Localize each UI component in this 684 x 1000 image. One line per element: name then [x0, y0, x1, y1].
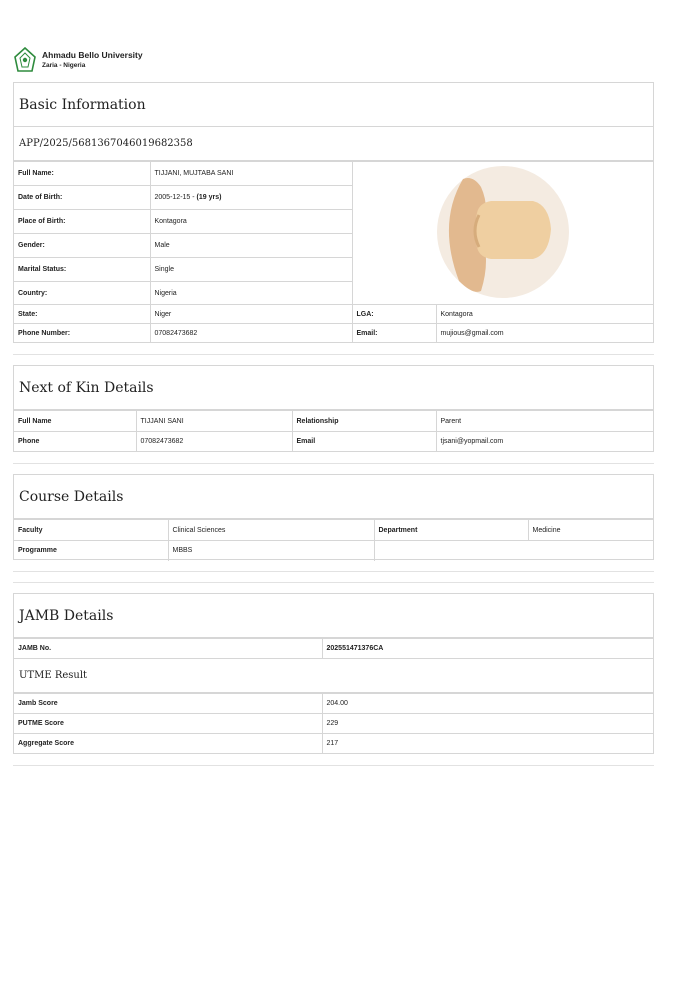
kin-full-name-value: TIJJANI SANI	[136, 411, 292, 432]
basic-information-section	[13, 82, 654, 343]
next-of-kin-section	[13, 365, 654, 452]
department-label: Department	[374, 520, 528, 541]
aggregate-score-label: Aggregate Score	[14, 734, 322, 754]
section-title: Course Details	[14, 475, 653, 519]
section-title: Next of Kin Details	[14, 366, 653, 410]
date-of-birth-label: Date of Birth:	[14, 186, 150, 210]
department-value: Medicine	[528, 520, 653, 541]
full-name-value: TIJJANI, MUJTABA SANI	[150, 162, 352, 186]
course-details-table	[14, 519, 653, 561]
putme-score-value: 229	[322, 714, 653, 734]
lga-label: LGA:	[352, 305, 436, 324]
next-of-kin-table	[14, 410, 653, 452]
divider	[13, 571, 654, 572]
marital-status-value: Single	[150, 258, 352, 282]
state-label: State:	[14, 305, 150, 324]
divider	[13, 463, 654, 464]
university-name: Ahmadu Bello University	[42, 49, 143, 60]
putme-score-label: PUTME Score	[14, 714, 322, 734]
section-title: Basic Information	[14, 83, 653, 127]
basic-info-table	[14, 161, 653, 343]
divider	[13, 354, 654, 355]
kin-phone-label: Phone	[14, 432, 136, 452]
passport-photo	[433, 163, 573, 301]
lga-value: Kontagora	[436, 305, 653, 324]
kin-email-label: Email	[292, 432, 436, 452]
jamb-score-value: 204.00	[322, 694, 653, 714]
age-value: (19 yrs)	[196, 194, 222, 201]
university-location: Zaria - Nigeria	[42, 61, 86, 69]
country-label: Country:	[14, 282, 150, 305]
email-value: mujious@gmail.com	[436, 324, 653, 343]
faculty-label: Faculty	[14, 520, 168, 541]
phone-number-value: 07082473682	[150, 324, 352, 343]
section-title: JAMB Details	[14, 594, 653, 638]
kin-email-value: tjsani@yopmail.com	[436, 432, 653, 452]
course-details-section	[13, 474, 654, 560]
full-name-label: Full Name:	[14, 162, 150, 186]
state-value: Niger	[150, 305, 352, 324]
kin-relationship-value: Parent	[436, 411, 653, 432]
place-of-birth-value: Kontagora	[150, 210, 352, 234]
kin-relationship-label: Relationship	[292, 411, 436, 432]
programme-label: Programme	[14, 541, 168, 561]
marital-status-label: Marital Status:	[14, 258, 150, 282]
jamb-score-label: Jamb Score	[14, 694, 322, 714]
email-label: Email:	[352, 324, 436, 343]
divider	[13, 765, 654, 766]
utme-result-table	[14, 693, 653, 754]
passport-photo-cell	[352, 162, 653, 305]
faculty-value: Clinical Sciences	[168, 520, 374, 541]
jamb-details-section	[13, 593, 654, 754]
empty-cell	[374, 541, 653, 561]
utme-result-title: UTME Result	[14, 659, 653, 693]
university-header	[13, 46, 143, 74]
gender-label: Gender:	[14, 234, 150, 258]
kin-phone-value: 07082473682	[136, 432, 292, 452]
phone-number-label: Phone Number:	[14, 324, 150, 343]
divider	[13, 582, 654, 583]
application-number: APP/2025/5681367046019682358	[14, 127, 653, 161]
university-logo-icon	[13, 47, 37, 73]
place-of-birth-label: Place of Birth:	[14, 210, 150, 234]
date-of-birth-value: 2005-12-15 - (19 yrs)	[150, 186, 352, 210]
aggregate-score-value: 217	[322, 734, 653, 754]
gender-value: Male	[150, 234, 352, 258]
programme-value: MBBS	[168, 541, 374, 561]
jamb-number-label: JAMB No.	[14, 639, 322, 659]
country-value: Nigeria	[150, 282, 352, 305]
kin-full-name-label: Full Name	[14, 411, 136, 432]
jamb-number-table	[14, 638, 653, 659]
jamb-number-value: 202551471376CA	[322, 639, 653, 659]
